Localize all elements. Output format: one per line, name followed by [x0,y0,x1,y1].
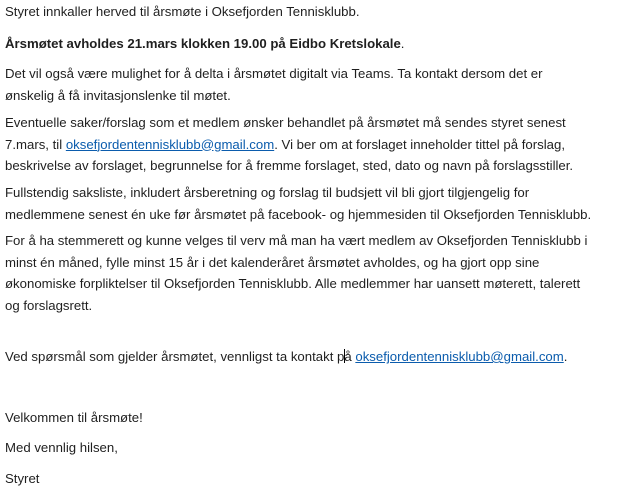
text-line: minst én måned, fylle minst 15 år i det kalenderåret årsmøtet avholdes, og ha gjort opp sine [5,254,540,270]
text-line: Det vil også være mulighet for å delta i årsmøtet digitalt via Teams. Ta kontakt dersom det er [5,66,543,81]
paragraph-proposals [5,112,573,177]
paragraph-signature [5,468,39,490]
email-link[interactable]: oksefjordentennisklubb@gmail.com [355,349,564,364]
text-segment: . [563,349,568,364]
text-segment: å [344,349,356,364]
text-line: For å ha stemmerett og kunne velges til verv må man ha vært medlem av Oksefjorden Tennisklubb i [5,233,588,248]
paragraph-questions [5,346,567,368]
paragraph-voting-rights [5,230,587,316]
text-segment: Ved spørsmål som gjelder årsmøtet, vennligst ta kontakt p [5,349,345,364]
text-line [5,33,404,55]
text-line: Med vennlig hilsen, [5,440,118,455]
text-segment: 7.mars, til [5,136,66,152]
text-segment: . Vi ber om at forslaget inneholder tittel på forslag, [274,136,565,152]
paragraph-agenda [5,182,591,225]
text-line: beskrivelse av forslaget, begrunnelse for å fremme forslaget, sted, dato og navn på forslagsstiller. [5,158,574,173]
paragraph-meeting-time [5,33,404,55]
email-link[interactable]: oksefjordentennisklubb@gmail.com [65,136,275,152]
text-line: økonomiske forpliktelser til Oksefjorden Tennisklubb. Alle medlemmer har uansett møterett, talerett [5,276,581,291]
paragraph-teams [5,63,543,106]
paragraph-intro [5,1,360,23]
text-line [5,134,573,156]
text-line: Styret [5,471,40,486]
text-line: medlemmene senest én uke før årsmøtet på facebook- og hjemmesiden til Oksefjorden Tennisklubb. [5,206,592,222]
meeting-time-period: . [400,36,405,51]
text-line: Fullstendig saksliste, inkludert årsberetning og forslag til budsjett vil bli gjort tilgjengelig for [5,185,530,200]
text-line: Styret innkaller herved til årsmøte i Oksefjorden Tennisklubb. [5,4,360,19]
text-line: Velkommen til årsmøte! [5,410,143,425]
text-line: ønskelig å få invitasjonslenke til møtet. [5,87,231,103]
paragraph-greeting [5,437,118,459]
text-line: Eventuelle saker/forslag som et medlem ønsker behandlet på årsmøtet må sendes styret senest [5,115,566,130]
text-line: og forslagsrett. [5,297,93,313]
paragraph-welcome [5,407,143,429]
meeting-time-text: Årsmøtet avholdes 21.mars klokken 19.00 på Eidbo Kretslokale [5,36,401,51]
text-line [5,346,567,368]
